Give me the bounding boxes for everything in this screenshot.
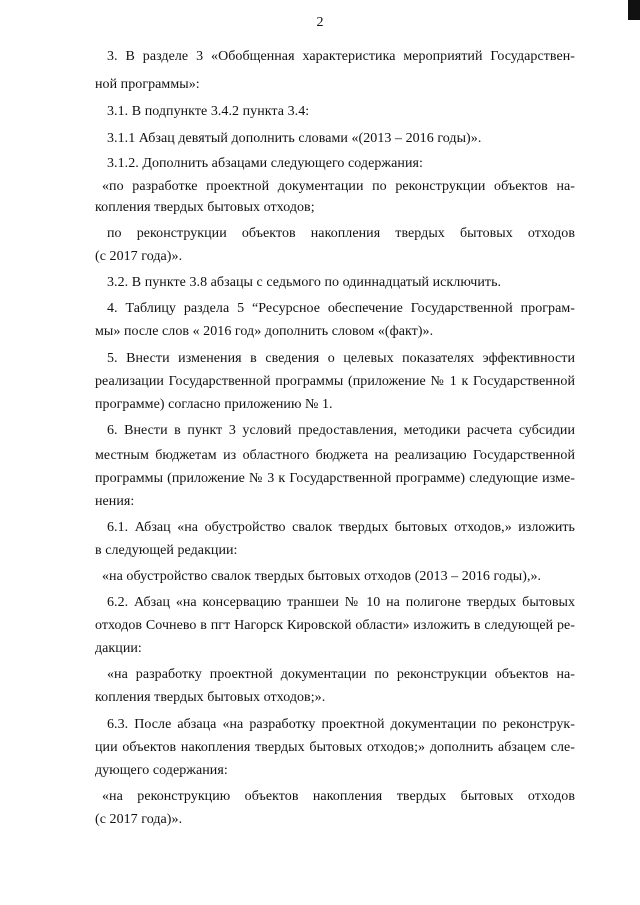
item-6-2-line-3: дакции:	[95, 641, 142, 656]
item-6-2-line-1: 6.2. Абзац «на консервацию траншеи № 10 на полигоне твердых бытовых	[107, 595, 575, 610]
item-6-3-line-3: дующего содержания:	[95, 763, 228, 778]
item-4-line-2: мы» после слов « 2016 год» дополнить словом «(факт)».	[95, 324, 434, 339]
item-3-2: 3.2. В пункте 3.8 абзацы с седьмого по одиннадцатый исключить.	[107, 275, 502, 290]
quote-4-line-2: копления твердых бытовых отходов;».	[95, 690, 326, 705]
quote-1-line-2: копления твердых бытовых отходов;	[95, 200, 315, 215]
quote-1-line-1: «по разработке проектной документации по реконструкции объектов на-	[102, 179, 575, 194]
item-3-1-2: 3.1.2. Дополнить абзацами следующего содержания:	[107, 156, 423, 171]
quote-2-line-1: по реконструкции объектов накопления твердых бытовых отходов	[107, 226, 575, 241]
item-5-line-1: 5. Внести изменения в сведения о целевых показателях эффективности	[107, 351, 575, 366]
item-6-line-1: 6. Внести в пункт 3 условий предоставления, методики расчета субсидии	[107, 423, 575, 438]
page-number: 2	[316, 15, 324, 30]
item-5-line-2: реализации Государственной программы (приложение № 1 к Государственной	[95, 374, 575, 389]
quote-5-line-2: (с 2017 года)».	[95, 812, 183, 827]
item-3-line-1: 3. В разделе 3 «Обобщенная характеристика мероприятий Государствен-	[107, 49, 575, 64]
item-6-2-line-2: отходов Сочнево в пгт Нагорск Кировской области» изложить в следующей ре-	[95, 618, 575, 633]
quote-3: «на обустройство свалок твердых бытовых отходов (2013 – 2016 годы),».	[102, 569, 542, 584]
item-3-1-1: 3.1.1 Абзац девятый дополнить словами «(2013 – 2016 годы)».	[107, 131, 482, 146]
quote-4-line-1: «на разработку проектной документации по реконструкции объектов на-	[107, 667, 575, 682]
item-3-1: 3.1. В подпункте 3.4.2 пункта 3.4:	[107, 104, 310, 119]
item-4-line-1: 4. Таблицу раздела 5 “Ресурсное обеспечение Государственной програм-	[107, 301, 575, 316]
item-6-line-3: программы (приложение № 3 к Государственной программе) следующие изме-	[95, 471, 575, 486]
item-3-line-2: ной программы»:	[95, 77, 200, 92]
item-6-1-line-2: в следующей редакции:	[95, 543, 238, 558]
item-6-line-4: нения:	[95, 494, 135, 509]
item-6-1-line-1: 6.1. Абзац «на обустройство свалок твердых бытовых отходов,» изложить	[107, 520, 575, 535]
quote-2-line-2: (с 2017 года)».	[95, 249, 183, 264]
item-6-3-line-2: ции объектов накопления твердых бытовых отходов;» дополнить абзацем сле-	[95, 740, 575, 755]
item-6-3-line-1: 6.3. После абзаца «на разработку проектной документации по реконструк-	[107, 717, 575, 732]
quote-5-line-1: «на реконструкцию объектов накопления твердых бытовых отходов	[102, 789, 575, 804]
item-6-line-2: местным бюджетам из областного бюджета на реализацию Государственной	[95, 448, 575, 463]
item-5-line-3: программе) согласно приложению № 1.	[95, 397, 333, 412]
